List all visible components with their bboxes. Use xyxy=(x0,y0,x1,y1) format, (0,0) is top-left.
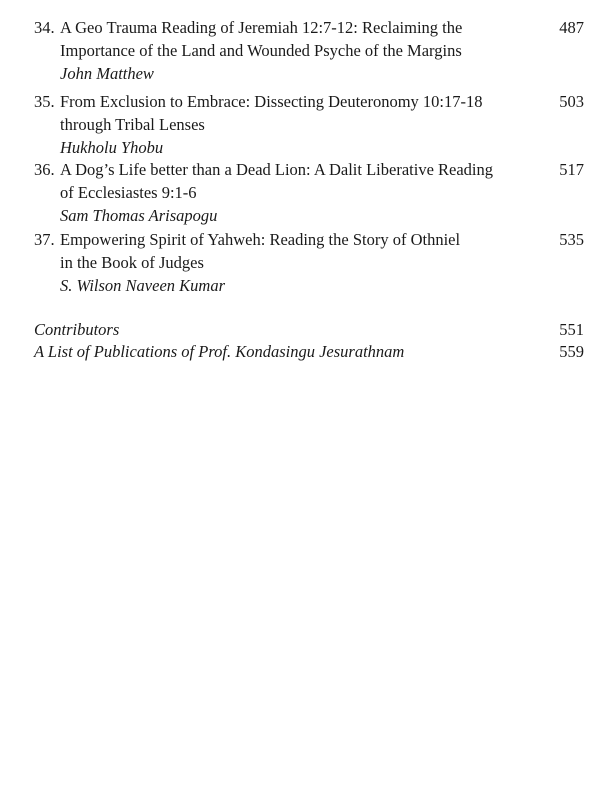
entry-page-number: 503 xyxy=(559,92,584,111)
entry-title: Empowering Spirit of Yahweh: Reading the Story of Othniel in the Book of Judges xyxy=(60,230,461,272)
entry-body xyxy=(60,90,540,159)
entry-number: 35. xyxy=(34,92,55,111)
toc-entry xyxy=(34,90,584,159)
entry-body xyxy=(60,16,540,85)
toc-entry xyxy=(34,16,584,85)
entry-page-number: 487 xyxy=(559,18,584,37)
backmatter-entry xyxy=(34,340,584,363)
backmatter-label: Contributors xyxy=(34,320,120,339)
entry-author: Hukholu Yhobu xyxy=(60,138,164,157)
entry-page-number: 517 xyxy=(559,160,584,179)
backmatter-entry xyxy=(34,318,584,341)
toc-entry xyxy=(34,158,584,227)
entry-title: From Exclusion to Embrace: Dissecting Deuteronomy 10:17-18 through Tribal Lenses xyxy=(60,92,483,134)
backmatter-page-number: 559 xyxy=(559,342,584,361)
backmatter-page-number: 551 xyxy=(559,320,584,339)
entry-body xyxy=(60,228,540,297)
backmatter-label: A List of Publications of Prof. Kondasingu Jesurathnam xyxy=(34,342,405,361)
entry-title: A Dog’s Life better than a Dead Lion: A Dalit Liberative Reading of Ecclesiastes 9:1-6 xyxy=(60,160,494,202)
entry-number: 37. xyxy=(34,230,55,249)
entry-author: John Matthew xyxy=(60,64,154,83)
toc-entry xyxy=(34,228,584,297)
entry-title: A Geo Trauma Reading of Jeremiah 12:7-12: Reclaiming the Importance of the Land and Wounded Psyche of the Margins xyxy=(60,18,463,60)
entry-number: 36. xyxy=(34,160,55,179)
entry-author: S. Wilson Naveen Kumar xyxy=(60,276,225,295)
entry-body xyxy=(60,158,540,227)
entry-author: Sam Thomas Arisapogu xyxy=(60,206,218,225)
entry-page-number: 535 xyxy=(559,230,584,249)
entry-number: 34. xyxy=(34,18,55,37)
